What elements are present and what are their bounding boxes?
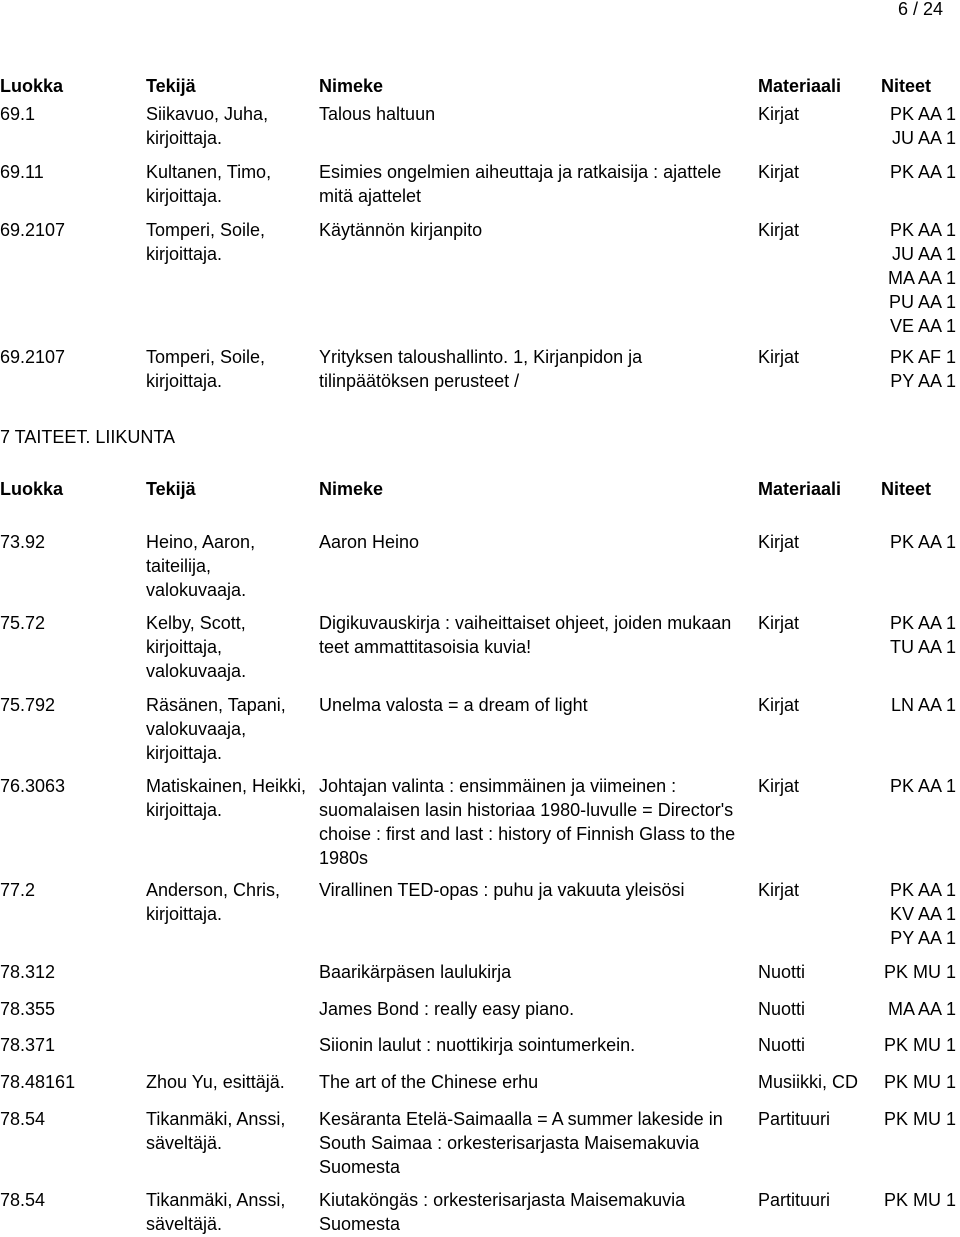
tekija-cell: Heino, Aaron, taiteilija, valokuvaaja. [146, 532, 256, 600]
niteet-cell [878, 218, 956, 338]
luokka-cell: 78.54 [0, 1190, 46, 1210]
header-tekija: Tekijä [146, 479, 196, 499]
header-luokka: Luokka [0, 479, 64, 499]
materiaali-cell: Nuotti [758, 962, 806, 982]
nide: PK AA 1 [889, 880, 956, 900]
materiaali-cell: Kirjat [758, 613, 800, 633]
nide: MA AA 1 [887, 999, 956, 1019]
niteet-cell [878, 1033, 956, 1057]
materiaali-cell: Kirjat [758, 880, 800, 900]
nide: MA AA 1 [887, 268, 956, 288]
materiaali-cell: Kirjat [758, 162, 800, 182]
tekija-cell: Kultanen, Timo, kirjoittaja. [146, 162, 272, 206]
nimeke-cell: The art of the Chinese erhu [319, 1072, 539, 1092]
luokka-cell: 75.792 [0, 695, 56, 715]
luokka-cell: 69.1 [0, 104, 36, 124]
luokka-cell: 69.11 [0, 162, 44, 182]
luokka-cell: 69.2107 [0, 220, 66, 240]
niteet-cell [878, 160, 956, 184]
nimeke-cell: Virallinen TED-opas : puhu ja vakuuta yleisösi [319, 880, 685, 900]
materiaali-cell: Nuotti [758, 1035, 806, 1055]
nide: PU AA 1 [888, 292, 956, 312]
tekija-cell: Tikanmäki, Anssi, säveltäjä. [146, 1190, 286, 1234]
nimeke-cell: James Bond : really easy piano. [319, 999, 575, 1019]
nide: PK MU 1 [883, 1072, 956, 1092]
niteet-cell [878, 997, 956, 1021]
nide: LN AA 1 [890, 695, 956, 715]
tekija-cell: Tikanmäki, Anssi, säveltäjä. [146, 1109, 286, 1153]
nimeke-cell: Kiutaköngäs : orkesterisarjasta Maisemakuvia Suomesta [319, 1190, 686, 1234]
niteet-cell [878, 102, 956, 150]
tekija-cell: Matiskainen, Heikki, kirjoittaja. [146, 776, 307, 820]
tekija-cell: Anderson, Chris, kirjoittaja. [146, 880, 281, 924]
nimeke-cell: Digikuvauskirja : vaiheittaiset ohjeet, joiden mukaan teet ammattitasoisia kuvia! [319, 613, 732, 657]
nide: PK MU 1 [883, 1035, 956, 1055]
niteet-cell [878, 1188, 956, 1212]
luokka-cell: 76.3063 [0, 776, 66, 796]
nide: JU AA 1 [891, 244, 956, 264]
materiaali-cell: Kirjat [758, 347, 800, 367]
tekija-cell: Kelby, Scott, kirjoittaja, valokuvaaja. [146, 613, 247, 681]
materiaali-cell: Kirjat [758, 104, 800, 124]
materiaali-cell: Partituuri [758, 1109, 831, 1129]
nide: PK AA 1 [889, 532, 956, 552]
table-header [0, 477, 960, 501]
luokka-cell: 75.72 [0, 613, 46, 633]
tekija-cell: Räsänen, Tapani, valokuvaaja, kirjoittaja. [146, 695, 286, 763]
materiaali-cell: Nuotti [758, 999, 806, 1019]
nide: PK AA 1 [889, 220, 956, 240]
header-materiaali: Materiaali [758, 76, 842, 96]
nide: KV AA 1 [889, 904, 956, 924]
nide: PK AA 1 [889, 776, 956, 796]
niteet-cell [878, 611, 956, 659]
table-header [0, 74, 960, 98]
header-niteet: Niteet [881, 76, 932, 96]
niteet-cell [878, 530, 956, 554]
nimeke-cell: Siionin laulut : nuottikirja sointumerkein. [319, 1035, 636, 1055]
nide: PK AF 1 [889, 347, 956, 367]
nide: PK MU 1 [883, 1109, 956, 1129]
materiaali-cell: Kirjat [758, 220, 800, 240]
header-luokka: Luokka [0, 76, 64, 96]
materiaali-cell: Kirjat [758, 776, 800, 796]
header-tekija: Tekijä [146, 76, 196, 96]
nide: PK AA 1 [889, 613, 956, 633]
page-number: 6 / 24 [897, 0, 943, 19]
nimeke-cell: Talous haltuun [319, 104, 436, 124]
nimeke-cell: Baarikärpäsen laulukirja [319, 962, 512, 982]
tekija-cell: Siikavuo, Juha, kirjoittaja. [146, 104, 269, 148]
nide: JU AA 1 [891, 128, 956, 148]
nimeke-cell: Aaron Heino [319, 532, 420, 552]
nide: PY AA 1 [890, 371, 956, 391]
header-materiaali: Materiaali [758, 479, 842, 499]
tekija-cell: Zhou Yu, esittäjä. [146, 1072, 285, 1092]
header-nimeke: Nimeke [319, 479, 384, 499]
niteet-cell [878, 774, 956, 798]
nide: PK MU 1 [883, 962, 956, 982]
niteet-cell [878, 345, 956, 393]
niteet-cell [878, 878, 956, 950]
nimeke-cell: Johtajan valinta : ensimmäinen ja viimeinen : suomalaisen lasin historiaa 1980-luvulle = Director's choise : first and last : history of Finnish Glass to the 1980s [319, 776, 736, 868]
section-title: 7 TAITEET. LIIKUNTA [0, 427, 176, 447]
luokka-cell: 78.371 [0, 1035, 56, 1055]
nimeke-cell: Käytännön kirjanpito [319, 220, 483, 240]
nide: PK AA 1 [889, 104, 956, 124]
luokka-cell: 69.2107 [0, 347, 66, 367]
niteet-cell [878, 1070, 956, 1094]
nide: PK MU 1 [883, 1190, 956, 1210]
niteet-cell [878, 960, 956, 984]
nide: PK AA 1 [889, 162, 956, 182]
nimeke-cell: Yrityksen taloushallinto. 1, Kirjanpidon ja tilinpäätöksen perusteet / [319, 347, 643, 391]
header-niteet: Niteet [881, 479, 932, 499]
nimeke-cell: Unelma valosta = a dream of light [319, 695, 588, 715]
materiaali-cell: Partituuri [758, 1190, 831, 1210]
luokka-cell: 77.2 [0, 880, 36, 900]
tekija-cell: Tomperi, Soile, kirjoittaja. [146, 347, 266, 391]
luokka-cell: 78.355 [0, 999, 56, 1019]
materiaali-cell: Kirjat [758, 695, 800, 715]
nide: TU AA 1 [889, 637, 956, 657]
nide: PY AA 1 [890, 928, 956, 948]
header-nimeke: Nimeke [319, 76, 384, 96]
luokka-cell: 78.54 [0, 1109, 46, 1129]
luokka-cell: 73.92 [0, 532, 46, 552]
niteet-cell [878, 1107, 956, 1131]
luokka-cell: 78.48161 [0, 1072, 76, 1092]
nimeke-cell: Kesäranta Etelä-Saimaalla = A summer lakeside in South Saimaa : orkesterisarjasta Maisemakuvia Suomesta [319, 1109, 723, 1177]
materiaali-cell: Musiikki, CD [758, 1072, 859, 1092]
nimeke-cell: Esimies ongelmien aiheuttaja ja ratkaisija : ajattele mitä ajattelet [319, 162, 722, 206]
luokka-cell: 78.312 [0, 962, 56, 982]
tekija-cell: Tomperi, Soile, kirjoittaja. [146, 220, 266, 264]
niteet-cell [878, 693, 956, 717]
nide: VE AA 1 [889, 316, 956, 336]
materiaali-cell: Kirjat [758, 532, 800, 552]
